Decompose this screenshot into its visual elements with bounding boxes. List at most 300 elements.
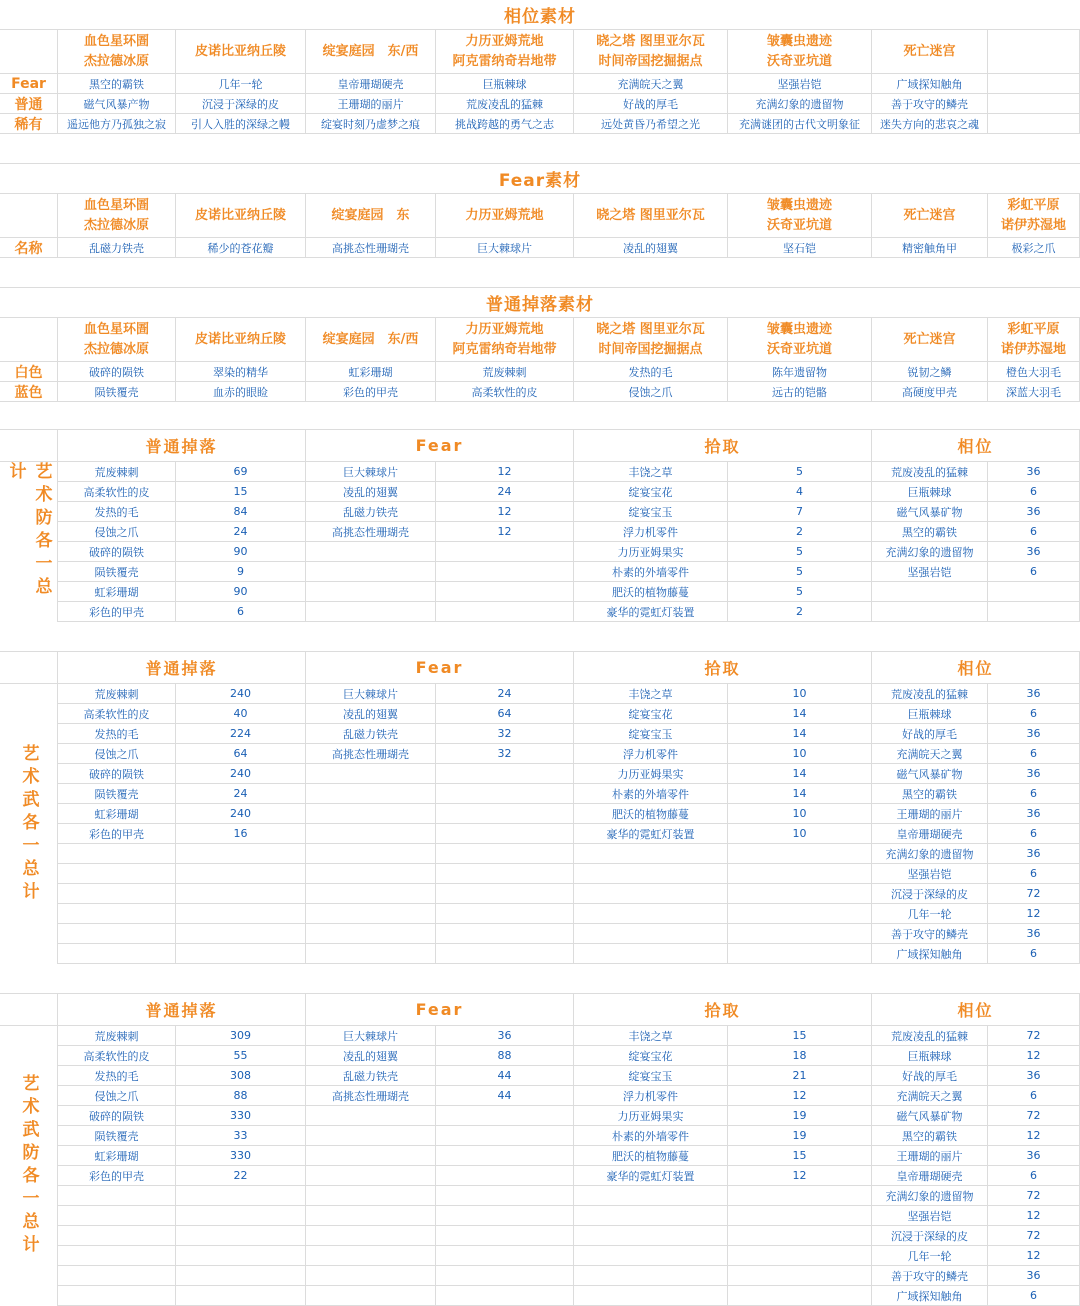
count-cell[interactable]: 36 xyxy=(988,764,1080,783)
material-name-cell[interactable]: 丰饶之草 xyxy=(574,1026,728,1045)
region-header[interactable] xyxy=(872,30,988,73)
count-cell[interactable]: 5 xyxy=(728,462,872,481)
material-name-cell[interactable] xyxy=(306,844,436,863)
material-name-cell[interactable] xyxy=(306,784,436,803)
material-name-cell[interactable]: 巨大棘球片 xyxy=(306,684,436,703)
count-cell[interactable] xyxy=(436,904,574,923)
material-name-cell[interactable]: 几年一轮 xyxy=(872,1246,988,1265)
material-name-cell[interactable] xyxy=(306,1206,436,1225)
count-cell[interactable]: 6 xyxy=(988,1086,1080,1105)
material-name-cell[interactable]: 黑空的霸铁 xyxy=(872,1126,988,1145)
count-cell[interactable] xyxy=(436,924,574,943)
material-name-cell[interactable] xyxy=(58,884,176,903)
row-label[interactable]: 蓝色 xyxy=(0,382,58,401)
material-name-cell[interactable]: 善于攻守的鳞壳 xyxy=(872,924,988,943)
count-cell[interactable]: 32 xyxy=(436,724,574,743)
count-cell[interactable]: 224 xyxy=(176,724,306,743)
material-name-cell[interactable]: 绽宴宝花 xyxy=(574,1046,728,1065)
material-name-cell[interactable]: 凌乱的翅翼 xyxy=(306,1046,436,1065)
count-cell[interactable] xyxy=(436,562,574,581)
count-cell[interactable]: 19 xyxy=(728,1106,872,1125)
block-section-header[interactable]: 普通掉落 xyxy=(58,430,306,461)
count-cell[interactable]: 24 xyxy=(176,522,306,541)
count-cell[interactable]: 9 xyxy=(176,562,306,581)
corner-cell[interactable] xyxy=(0,430,58,461)
material-name-cell[interactable] xyxy=(574,1266,728,1285)
count-cell[interactable] xyxy=(436,784,574,803)
material-name-cell[interactable]: 绽宴宝花 xyxy=(574,704,728,723)
count-cell[interactable]: 240 xyxy=(176,764,306,783)
count-cell[interactable]: 2 xyxy=(728,602,872,621)
material-name-cell[interactable] xyxy=(306,944,436,963)
count-cell[interactable]: 36 xyxy=(436,1026,574,1045)
material-name-cell[interactable]: 高挑态性珊瑚壳 xyxy=(306,522,436,541)
material-name-cell[interactable] xyxy=(306,904,436,923)
count-cell[interactable] xyxy=(728,1246,872,1265)
material-name-cell[interactable]: 绽宴宝玉 xyxy=(574,724,728,743)
count-cell[interactable]: 22 xyxy=(176,1166,306,1185)
material-name-cell[interactable] xyxy=(306,582,436,601)
material-cell[interactable]: 坚强岩铠 xyxy=(728,74,872,93)
material-name-cell[interactable] xyxy=(306,1266,436,1285)
count-cell[interactable]: 32 xyxy=(436,744,574,763)
region-header[interactable] xyxy=(574,318,728,361)
material-name-cell[interactable] xyxy=(574,1206,728,1225)
block-section-header[interactable]: 拾取 xyxy=(574,652,872,683)
count-cell[interactable]: 6 xyxy=(988,482,1080,501)
material-cell[interactable]: 绽宴时刻乃虚梦之痕 xyxy=(306,114,436,133)
region-header[interactable] xyxy=(728,194,872,237)
region-header[interactable] xyxy=(58,194,176,237)
material-cell[interactable]: 充满幻象的遗留物 xyxy=(728,94,872,113)
material-name-cell[interactable]: 绽宴宝花 xyxy=(574,482,728,501)
material-name-cell[interactable]: 陨铁覆壳 xyxy=(58,1126,176,1145)
material-name-cell[interactable]: 坚强岩铠 xyxy=(872,1206,988,1225)
count-cell[interactable]: 24 xyxy=(176,784,306,803)
count-cell[interactable] xyxy=(436,1186,574,1205)
count-cell[interactable]: 36 xyxy=(988,724,1080,743)
material-name-cell[interactable]: 发热的毛 xyxy=(58,502,176,521)
count-cell[interactable]: 72 xyxy=(988,1026,1080,1045)
material-cell[interactable]: 精密触角甲 xyxy=(872,238,988,257)
material-name-cell[interactable]: 高柔软性的皮 xyxy=(58,482,176,501)
material-name-cell[interactable]: 凌乱的翅翼 xyxy=(306,704,436,723)
count-cell[interactable]: 64 xyxy=(436,704,574,723)
material-cell[interactable] xyxy=(988,74,1080,93)
count-cell[interactable] xyxy=(436,864,574,883)
material-name-cell[interactable]: 荒废凌乱的猛棘 xyxy=(872,462,988,481)
region-header[interactable] xyxy=(988,194,1080,237)
count-cell[interactable]: 14 xyxy=(728,784,872,803)
material-name-cell[interactable] xyxy=(58,1286,176,1305)
count-cell[interactable]: 14 xyxy=(728,724,872,743)
material-cell[interactable]: 王珊瑚的丽片 xyxy=(306,94,436,113)
material-name-cell[interactable]: 肥沃的植物藤蔓 xyxy=(574,1146,728,1165)
count-cell[interactable] xyxy=(728,1186,872,1205)
region-header[interactable] xyxy=(176,194,306,237)
material-name-cell[interactable]: 王珊瑚的丽片 xyxy=(872,804,988,823)
count-cell[interactable] xyxy=(728,944,872,963)
count-cell[interactable] xyxy=(436,602,574,621)
material-name-cell[interactable]: 侵蚀之爪 xyxy=(58,522,176,541)
region-header[interactable] xyxy=(872,194,988,237)
count-cell[interactable] xyxy=(436,824,574,843)
material-name-cell[interactable] xyxy=(58,1226,176,1245)
material-cell[interactable]: 乱磁力铁壳 xyxy=(58,238,176,257)
region-header[interactable] xyxy=(574,30,728,73)
material-name-cell[interactable]: 陨铁覆壳 xyxy=(58,562,176,581)
material-cell[interactable]: 深蓝大羽毛 xyxy=(988,382,1080,401)
material-name-cell[interactable]: 荒废棘刺 xyxy=(58,462,176,481)
material-name-cell[interactable] xyxy=(58,844,176,863)
material-name-cell[interactable] xyxy=(574,1286,728,1305)
material-cell[interactable]: 破碎的陨铁 xyxy=(58,362,176,381)
material-name-cell[interactable]: 黑空的霸铁 xyxy=(872,784,988,803)
count-cell[interactable]: 16 xyxy=(176,824,306,843)
material-name-cell[interactable]: 高挑态性珊瑚壳 xyxy=(306,744,436,763)
material-name-cell[interactable]: 凌乱的翅翼 xyxy=(306,482,436,501)
region-header[interactable] xyxy=(988,30,1080,73)
count-cell[interactable]: 12 xyxy=(988,1126,1080,1145)
material-name-cell[interactable]: 侵蚀之爪 xyxy=(58,744,176,763)
material-cell[interactable]: 沉浸于深绿的皮 xyxy=(176,94,306,113)
material-name-cell[interactable] xyxy=(58,1186,176,1205)
count-cell[interactable]: 21 xyxy=(728,1066,872,1085)
material-name-cell[interactable] xyxy=(872,582,988,601)
count-cell[interactable]: 7 xyxy=(728,502,872,521)
material-name-cell[interactable]: 好战的厚毛 xyxy=(872,1066,988,1085)
count-cell[interactable] xyxy=(728,844,872,863)
count-cell[interactable] xyxy=(176,904,306,923)
count-cell[interactable] xyxy=(728,884,872,903)
material-name-cell[interactable]: 肥沃的植物藤蔓 xyxy=(574,804,728,823)
count-cell[interactable] xyxy=(728,1286,872,1305)
material-name-cell[interactable] xyxy=(306,1186,436,1205)
region-header[interactable] xyxy=(436,318,574,361)
section1-title[interactable]: 相位素材 xyxy=(504,7,576,27)
count-cell[interactable]: 5 xyxy=(728,582,872,601)
material-cell[interactable]: 发热的毛 xyxy=(574,362,728,381)
count-cell[interactable]: 330 xyxy=(176,1106,306,1125)
count-cell[interactable]: 10 xyxy=(728,744,872,763)
count-cell[interactable]: 6 xyxy=(988,944,1080,963)
material-name-cell[interactable]: 彩色的甲壳 xyxy=(58,602,176,621)
count-cell[interactable]: 4 xyxy=(728,482,872,501)
material-cell[interactable]: 凌乱的翅翼 xyxy=(574,238,728,257)
material-name-cell[interactable]: 荒废凌乱的猛棘 xyxy=(872,684,988,703)
material-name-cell[interactable]: 乱磁力铁壳 xyxy=(306,502,436,521)
corner-cell[interactable] xyxy=(0,30,58,73)
region-header[interactable] xyxy=(58,318,176,361)
count-cell[interactable] xyxy=(988,602,1080,621)
count-cell[interactable]: 6 xyxy=(988,784,1080,803)
count-cell[interactable]: 44 xyxy=(436,1086,574,1105)
material-name-cell[interactable] xyxy=(58,904,176,923)
count-cell[interactable]: 6 xyxy=(988,824,1080,843)
region-header[interactable] xyxy=(728,318,872,361)
material-name-cell[interactable] xyxy=(306,1246,436,1265)
count-cell[interactable] xyxy=(436,764,574,783)
count-cell[interactable]: 40 xyxy=(176,704,306,723)
count-cell[interactable]: 2 xyxy=(728,522,872,541)
material-name-cell[interactable]: 皇帝珊瑚硬壳 xyxy=(872,824,988,843)
count-cell[interactable] xyxy=(728,904,872,923)
material-name-cell[interactable] xyxy=(306,824,436,843)
count-cell[interactable] xyxy=(436,1106,574,1125)
material-cell[interactable]: 充满皖天之翼 xyxy=(574,74,728,93)
count-cell[interactable]: 72 xyxy=(988,1106,1080,1125)
material-name-cell[interactable]: 肥沃的植物藤蔓 xyxy=(574,582,728,601)
region-header[interactable] xyxy=(436,30,574,73)
material-name-cell[interactable] xyxy=(58,924,176,943)
count-cell[interactable] xyxy=(436,1206,574,1225)
block-section-header[interactable]: 相位 xyxy=(872,652,1080,683)
material-name-cell[interactable]: 朴素的外墙零件 xyxy=(574,562,728,581)
material-name-cell[interactable]: 绽宴宝玉 xyxy=(574,1066,728,1085)
material-name-cell[interactable]: 乱磁力铁壳 xyxy=(306,724,436,743)
material-name-cell[interactable]: 侵蚀之爪 xyxy=(58,1086,176,1105)
corner-cell[interactable] xyxy=(0,318,58,361)
material-name-cell[interactable]: 荒废凌乱的猛棘 xyxy=(872,1026,988,1045)
material-name-cell[interactable]: 黑空的霸铁 xyxy=(872,522,988,541)
count-cell[interactable] xyxy=(436,1286,574,1305)
material-cell[interactable]: 锐韧之鳞 xyxy=(872,362,988,381)
count-cell[interactable]: 5 xyxy=(728,562,872,581)
material-cell[interactable] xyxy=(988,94,1080,113)
count-cell[interactable] xyxy=(436,944,574,963)
count-cell[interactable]: 36 xyxy=(988,1146,1080,1165)
count-cell[interactable]: 36 xyxy=(988,844,1080,863)
region-header[interactable] xyxy=(574,194,728,237)
material-name-cell[interactable]: 丰饶之草 xyxy=(574,462,728,481)
material-name-cell[interactable]: 巨大棘球片 xyxy=(306,1026,436,1045)
material-name-cell[interactable]: 巨瓶棘球 xyxy=(872,704,988,723)
material-cell[interactable]: 挑战跨越的勇气之志 xyxy=(436,114,574,133)
material-name-cell[interactable] xyxy=(58,1206,176,1225)
material-name-cell[interactable]: 破碎的陨铁 xyxy=(58,764,176,783)
count-cell[interactable] xyxy=(436,1146,574,1165)
count-cell[interactable]: 330 xyxy=(176,1146,306,1165)
count-cell[interactable]: 36 xyxy=(988,924,1080,943)
count-cell[interactable] xyxy=(436,1266,574,1285)
corner-cell[interactable] xyxy=(0,194,58,237)
count-cell[interactable]: 36 xyxy=(988,1266,1080,1285)
material-name-cell[interactable]: 发热的毛 xyxy=(58,1066,176,1085)
block-section-header[interactable]: Fear xyxy=(306,652,574,683)
material-cell[interactable]: 荒废凌乱的猛棘 xyxy=(436,94,574,113)
count-cell[interactable]: 6 xyxy=(988,1166,1080,1185)
material-name-cell[interactable]: 虹彩珊瑚 xyxy=(58,1146,176,1165)
material-cell[interactable]: 引人入胜的深绿之幔 xyxy=(176,114,306,133)
count-cell[interactable]: 308 xyxy=(176,1066,306,1085)
count-cell[interactable]: 6 xyxy=(988,704,1080,723)
material-name-cell[interactable]: 坚强岩铠 xyxy=(872,864,988,883)
row-label[interactable]: 白色 xyxy=(0,362,58,381)
count-cell[interactable] xyxy=(436,1226,574,1245)
row-label[interactable]: 普通 xyxy=(0,94,58,113)
material-name-cell[interactable]: 巨瓶棘球 xyxy=(872,1046,988,1065)
region-header[interactable] xyxy=(988,318,1080,361)
count-cell[interactable]: 15 xyxy=(728,1146,872,1165)
count-cell[interactable]: 14 xyxy=(728,764,872,783)
material-name-cell[interactable]: 充满幻象的遗留物 xyxy=(872,542,988,561)
count-cell[interactable] xyxy=(436,844,574,863)
row-label[interactable]: 稀有 xyxy=(0,114,58,133)
block-section-header[interactable]: 拾取 xyxy=(574,994,872,1025)
region-header[interactable] xyxy=(872,318,988,361)
count-cell[interactable]: 6 xyxy=(988,864,1080,883)
material-cell[interactable]: 迷失方向的悲哀之魂 xyxy=(872,114,988,133)
count-cell[interactable]: 72 xyxy=(988,1226,1080,1245)
material-name-cell[interactable]: 广域探知触角 xyxy=(872,944,988,963)
count-cell[interactable]: 36 xyxy=(988,684,1080,703)
material-cell[interactable]: 善于攻守的鳞壳 xyxy=(872,94,988,113)
count-cell[interactable] xyxy=(176,844,306,863)
count-cell[interactable]: 12 xyxy=(988,1206,1080,1225)
material-name-cell[interactable]: 力历亚姆果实 xyxy=(574,542,728,561)
count-cell[interactable] xyxy=(176,884,306,903)
count-cell[interactable] xyxy=(436,542,574,561)
material-cell[interactable]: 磁气风暴产物 xyxy=(58,94,176,113)
material-name-cell[interactable] xyxy=(574,1226,728,1245)
material-cell[interactable]: 极彩之爪 xyxy=(988,238,1080,257)
material-cell[interactable]: 侵蚀之爪 xyxy=(574,382,728,401)
material-name-cell[interactable]: 破碎的陨铁 xyxy=(58,542,176,561)
count-cell[interactable] xyxy=(176,1186,306,1205)
count-cell[interactable] xyxy=(988,582,1080,601)
material-name-cell[interactable] xyxy=(58,864,176,883)
material-name-cell[interactable] xyxy=(306,924,436,943)
block-section-header[interactable]: 相位 xyxy=(872,994,1080,1025)
material-name-cell[interactable] xyxy=(574,1246,728,1265)
material-name-cell[interactable] xyxy=(306,764,436,783)
block-section-header[interactable]: Fear xyxy=(306,430,574,461)
material-name-cell[interactable] xyxy=(306,562,436,581)
count-cell[interactable] xyxy=(176,1226,306,1245)
count-cell[interactable]: 6 xyxy=(988,522,1080,541)
count-cell[interactable]: 6 xyxy=(988,562,1080,581)
material-name-cell[interactable] xyxy=(574,884,728,903)
count-cell[interactable]: 36 xyxy=(988,804,1080,823)
material-cell[interactable]: 远处黄昏乃希望之光 xyxy=(574,114,728,133)
material-name-cell[interactable]: 浮力机零件 xyxy=(574,522,728,541)
material-name-cell[interactable] xyxy=(306,864,436,883)
material-cell[interactable]: 陈年遗留物 xyxy=(728,362,872,381)
material-cell[interactable]: 高硬度甲壳 xyxy=(872,382,988,401)
material-name-cell[interactable]: 朴素的外墙零件 xyxy=(574,1126,728,1145)
count-cell[interactable]: 72 xyxy=(988,884,1080,903)
material-cell[interactable] xyxy=(988,114,1080,133)
material-name-cell[interactable]: 沉浸于深绿的皮 xyxy=(872,1226,988,1245)
region-header[interactable] xyxy=(436,194,574,237)
region-header[interactable] xyxy=(306,194,436,237)
material-name-cell[interactable]: 彩色的甲壳 xyxy=(58,824,176,843)
material-name-cell[interactable]: 磁气风暴矿物 xyxy=(872,502,988,521)
count-cell[interactable] xyxy=(728,1266,872,1285)
count-cell[interactable]: 19 xyxy=(728,1126,872,1145)
count-cell[interactable]: 18 xyxy=(728,1046,872,1065)
material-name-cell[interactable] xyxy=(574,844,728,863)
count-cell[interactable] xyxy=(728,1206,872,1225)
count-cell[interactable]: 12 xyxy=(728,1086,872,1105)
material-name-cell[interactable]: 乱磁力铁壳 xyxy=(306,1066,436,1085)
block-section-header[interactable]: 相位 xyxy=(872,430,1080,461)
region-header[interactable] xyxy=(58,30,176,73)
count-cell[interactable]: 10 xyxy=(728,824,872,843)
material-name-cell[interactable] xyxy=(306,1226,436,1245)
material-name-cell[interactable] xyxy=(58,944,176,963)
material-name-cell[interactable]: 浮力机零件 xyxy=(574,744,728,763)
material-cell[interactable]: 高柔软性的皮 xyxy=(436,382,574,401)
material-cell[interactable]: 黑空的霸铁 xyxy=(58,74,176,93)
count-cell[interactable]: 10 xyxy=(728,804,872,823)
material-name-cell[interactable]: 充满幻象的遗留物 xyxy=(872,844,988,863)
region-header[interactable] xyxy=(176,318,306,361)
material-cell[interactable]: 巨大棘球片 xyxy=(436,238,574,257)
count-cell[interactable]: 309 xyxy=(176,1026,306,1045)
count-cell[interactable]: 15 xyxy=(176,482,306,501)
material-name-cell[interactable]: 磁气风暴矿物 xyxy=(872,764,988,783)
material-name-cell[interactable]: 高柔软性的皮 xyxy=(58,1046,176,1065)
corner-cell[interactable] xyxy=(0,994,58,1025)
material-cell[interactable]: 远古的铠骼 xyxy=(728,382,872,401)
material-name-cell[interactable]: 高挑态性珊瑚壳 xyxy=(306,1086,436,1105)
material-cell[interactable]: 好战的厚毛 xyxy=(574,94,728,113)
material-name-cell[interactable] xyxy=(306,804,436,823)
material-name-cell[interactable]: 力历亚姆果实 xyxy=(574,764,728,783)
material-name-cell[interactable] xyxy=(872,602,988,621)
count-cell[interactable]: 12 xyxy=(988,1246,1080,1265)
count-cell[interactable]: 84 xyxy=(176,502,306,521)
material-cell[interactable]: 虹彩珊瑚 xyxy=(306,362,436,381)
material-name-cell[interactable] xyxy=(306,1146,436,1165)
material-name-cell[interactable]: 高柔软性的皮 xyxy=(58,704,176,723)
count-cell[interactable]: 72 xyxy=(988,1186,1080,1205)
count-cell[interactable] xyxy=(176,1266,306,1285)
count-cell[interactable]: 36 xyxy=(988,542,1080,561)
material-name-cell[interactable]: 善于攻守的鳞壳 xyxy=(872,1266,988,1285)
count-cell[interactable]: 36 xyxy=(988,462,1080,481)
count-cell[interactable] xyxy=(176,864,306,883)
material-name-cell[interactable]: 王珊瑚的丽片 xyxy=(872,1146,988,1165)
material-cell[interactable]: 荒废棘刺 xyxy=(436,362,574,381)
count-cell[interactable]: 6 xyxy=(988,744,1080,763)
material-name-cell[interactable] xyxy=(574,944,728,963)
material-cell[interactable]: 几年一轮 xyxy=(176,74,306,93)
material-name-cell[interactable]: 虹彩珊瑚 xyxy=(58,804,176,823)
count-cell[interactable]: 88 xyxy=(436,1046,574,1065)
material-cell[interactable]: 巨瓶棘球 xyxy=(436,74,574,93)
material-name-cell[interactable]: 广域探知触角 xyxy=(872,1286,988,1305)
material-name-cell[interactable]: 好战的厚毛 xyxy=(872,724,988,743)
material-cell[interactable]: 橙色大羽毛 xyxy=(988,362,1080,381)
material-name-cell[interactable] xyxy=(306,1166,436,1185)
count-cell[interactable]: 90 xyxy=(176,542,306,561)
region-header[interactable] xyxy=(306,30,436,73)
material-name-cell[interactable]: 皇帝珊瑚硬壳 xyxy=(872,1166,988,1185)
material-name-cell[interactable]: 巨瓶棘球 xyxy=(872,482,988,501)
material-cell[interactable]: 坚石铠 xyxy=(728,238,872,257)
material-name-cell[interactable]: 荒废棘刺 xyxy=(58,1026,176,1045)
section3-title[interactable]: 普通掉落素材 xyxy=(486,295,594,315)
material-name-cell[interactable]: 力历亚姆果实 xyxy=(574,1106,728,1125)
material-cell[interactable]: 遥远他方乃孤独之寂 xyxy=(58,114,176,133)
material-name-cell[interactable] xyxy=(306,542,436,561)
material-name-cell[interactable]: 绽宴宝玉 xyxy=(574,502,728,521)
material-name-cell[interactable] xyxy=(306,1106,436,1125)
count-cell[interactable]: 14 xyxy=(728,704,872,723)
count-cell[interactable]: 12 xyxy=(728,1166,872,1185)
